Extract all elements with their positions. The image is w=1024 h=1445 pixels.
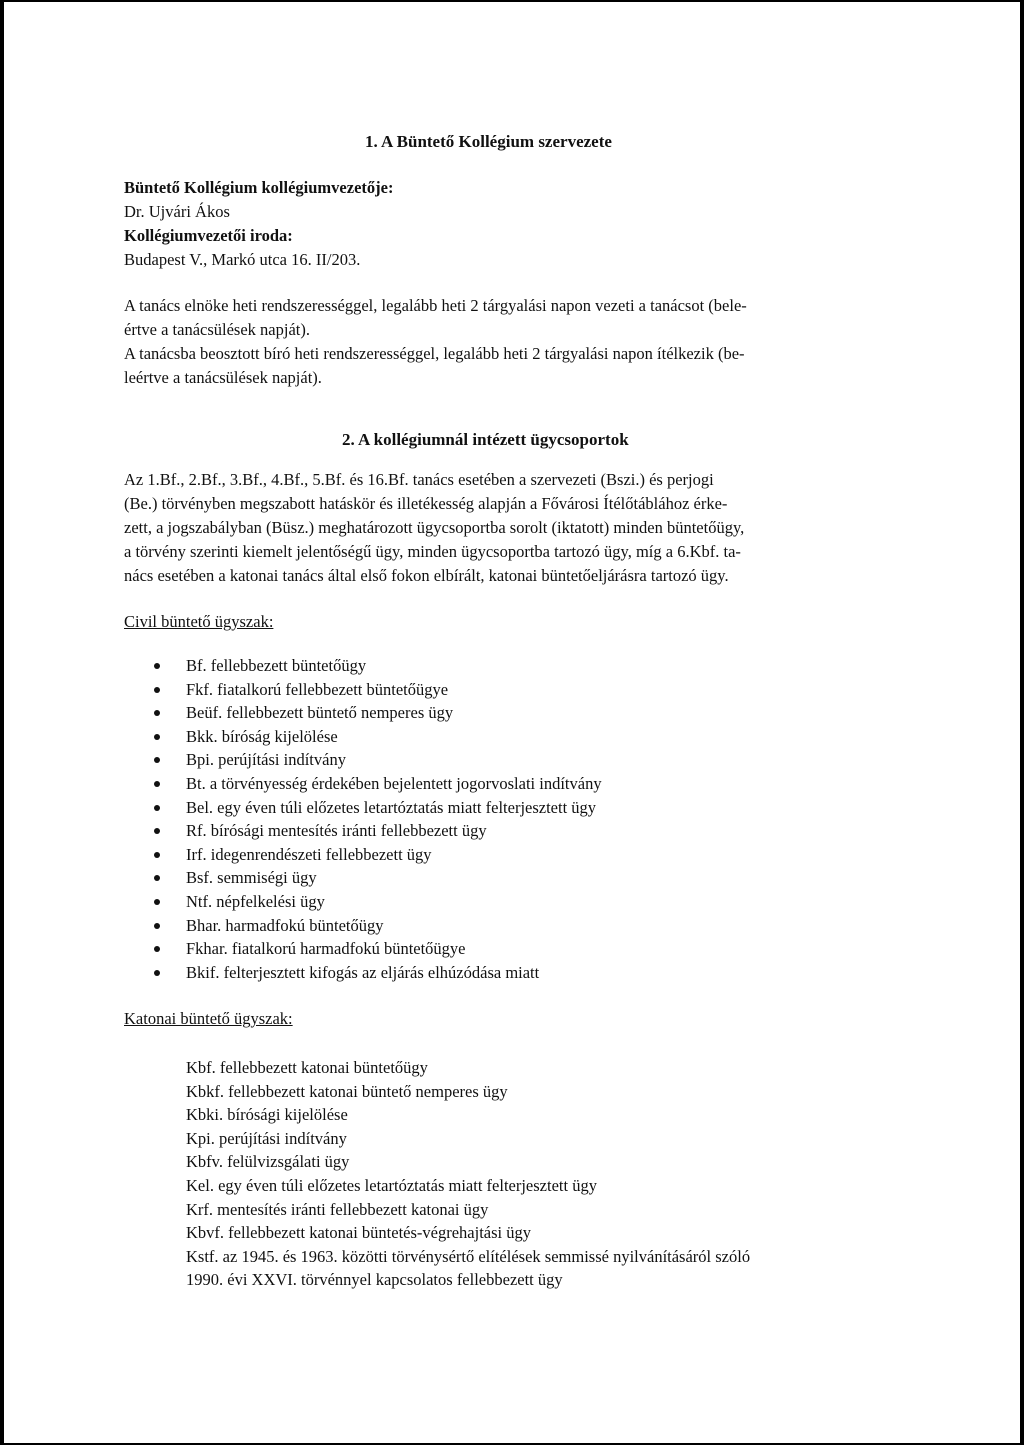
- list-item: Bpi. perújítási indítvány: [154, 748, 602, 772]
- civil-section-title: Civil büntető ügyszak:: [124, 612, 274, 631]
- paragraph-1-line-1: A tanács elnöke heti rendszerességgel, legalább heti 2 tárgyalási napon vezeti a tanácsot (bele-: [124, 296, 747, 315]
- list-item-continuation: [186, 1268, 750, 1292]
- list-item: Kbfv. felülvizsgálati ügy: [186, 1152, 350, 1172]
- bullet-icon: [154, 687, 160, 693]
- list-item: Bsf. semmiségi ügy: [154, 866, 602, 890]
- bullet-icon: [154, 781, 160, 787]
- leader-name: Dr. Ujvári Ákos: [124, 202, 230, 221]
- intro-line-1: Az 1.Bf., 2.Bf., 3.Bf., 4.Bf., 5.Bf. és 16.Bf. tanács esetében a szervezeti (Bszi.) és perjogi: [124, 470, 714, 489]
- paragraph-2-line-1: A tanácsba beosztott bíró heti rendszerességgel, legalább heti 2 tárgyalási napon ítélkezik (be-: [124, 344, 745, 363]
- leader-label: Büntető Kollégium kollégiumvezetője:: [124, 178, 394, 197]
- list-item: Kbki. bírósági kijelölése: [186, 1105, 348, 1125]
- bullet-icon: [154, 852, 160, 858]
- intro-line-3: zett, a jogszabályban (Büsz.) meghatározott ügycsoportba sorolt (iktatott) minden büntetőügy,: [124, 518, 745, 537]
- list-item: Kbf. fellebbezett katonai büntetőügy: [186, 1058, 428, 1077]
- bullet-icon: [154, 875, 160, 881]
- bullet-icon: [154, 946, 160, 952]
- list-item: Ntf. népfelkelési ügy: [154, 890, 602, 914]
- document-page: [4, 2, 1020, 1443]
- intro-line-2: (Be.) törvényben megszabott hatáskör és illetékesség alapján a Fővárosi Ítélőtáblához érke-: [124, 494, 728, 513]
- office-label: Kollégiumvezetői iroda:: [124, 226, 293, 245]
- bullet-icon: [154, 734, 160, 740]
- list-item: Beüf. fellebbezett büntető nemperes ügy: [154, 701, 602, 725]
- list-item: Bf. fellebbezett büntetőügy: [154, 654, 602, 678]
- list-item: Bkk. bíróság kijelölése: [154, 725, 602, 749]
- bullet-icon: [154, 899, 160, 905]
- list-item: Irf. idegenrendészeti fellebbezett ügy: [154, 843, 602, 867]
- bullet-icon: [154, 757, 160, 763]
- paragraph-1-line-2: értve a tanácsülések napját).: [124, 320, 310, 339]
- bullet-icon: [154, 805, 160, 811]
- list-item: Kpi. perújítási indítvány: [186, 1128, 347, 1148]
- list-item: Krf. mentesítés iránti fellebbezett katonai ügy: [186, 1199, 489, 1219]
- bullet-icon: [154, 923, 160, 929]
- office-address: Budapest V., Markó utca 16. II/203.: [124, 250, 361, 269]
- list-item: Kbvf. fellebbezett katonai büntetés-végrehajtási ügy: [186, 1223, 531, 1243]
- bullet-icon: [154, 663, 160, 669]
- list-item: Rf. bírósági mentesítés iránti fellebbezett ügy: [154, 819, 602, 843]
- bullet-icon: [154, 828, 160, 834]
- list-item: Bel. egy éven túli előzetes letartóztatás miatt felterjesztett ügy: [154, 796, 602, 820]
- list-item: Fkhar. fiatalkorú harmadfokú büntetőügye: [154, 937, 602, 961]
- bullet-icon: [154, 710, 160, 716]
- intro-line-5: nács esetében a katonai tanács által első fokon elbírált, katonai büntetőeljárásra tartozó ügy.: [124, 566, 729, 585]
- list-item: Bt. a törvényesség érdekében bejelentett jogorvoslati indítvány: [154, 772, 602, 796]
- list-item: Bhar. harmadfokú büntetőügy: [154, 914, 602, 938]
- civil-case-list: [154, 654, 602, 984]
- list-item: Kel. egy éven túli előzetes letartóztatás miatt felterjesztett ügy: [186, 1175, 597, 1195]
- list-item-line-2: 1990. évi XXVI. törvénnyel kapcsolatos fellebbezett ügy: [186, 1270, 563, 1290]
- list-item: Bkif. felterjesztett kifogás az eljárás elhúzódása miatt: [154, 961, 602, 985]
- intro-line-4: a törvény szerinti kiemelt jelentőségű ügy, minden ügycsoportba tartozó ügy, míg a 6.Kbf. ta-: [124, 542, 741, 561]
- military-case-list: [186, 1056, 750, 1292]
- paragraph-2-line-2: leértve a tanácsülések napját).: [124, 368, 322, 387]
- list-item: [186, 1245, 750, 1269]
- list-item: Kbkf. fellebbezett katonai büntető nemperes ügy: [186, 1081, 508, 1101]
- bullet-icon: [154, 970, 160, 976]
- list-item: Fkf. fiatalkorú fellebbezett büntetőügye: [154, 678, 602, 702]
- military-section-title: Katonai büntető ügyszak:: [124, 1009, 293, 1028]
- section-1-heading: 1. A Büntető Kollégium szervezete: [365, 132, 612, 151]
- list-item-line-1: Kstf. az 1945. és 1963. közötti törvénysértő elítélések semmissé nyilvánításáról szóló: [186, 1246, 751, 1266]
- section-2-heading: 2. A kollégiumnál intézett ügycsoportok: [342, 430, 629, 449]
